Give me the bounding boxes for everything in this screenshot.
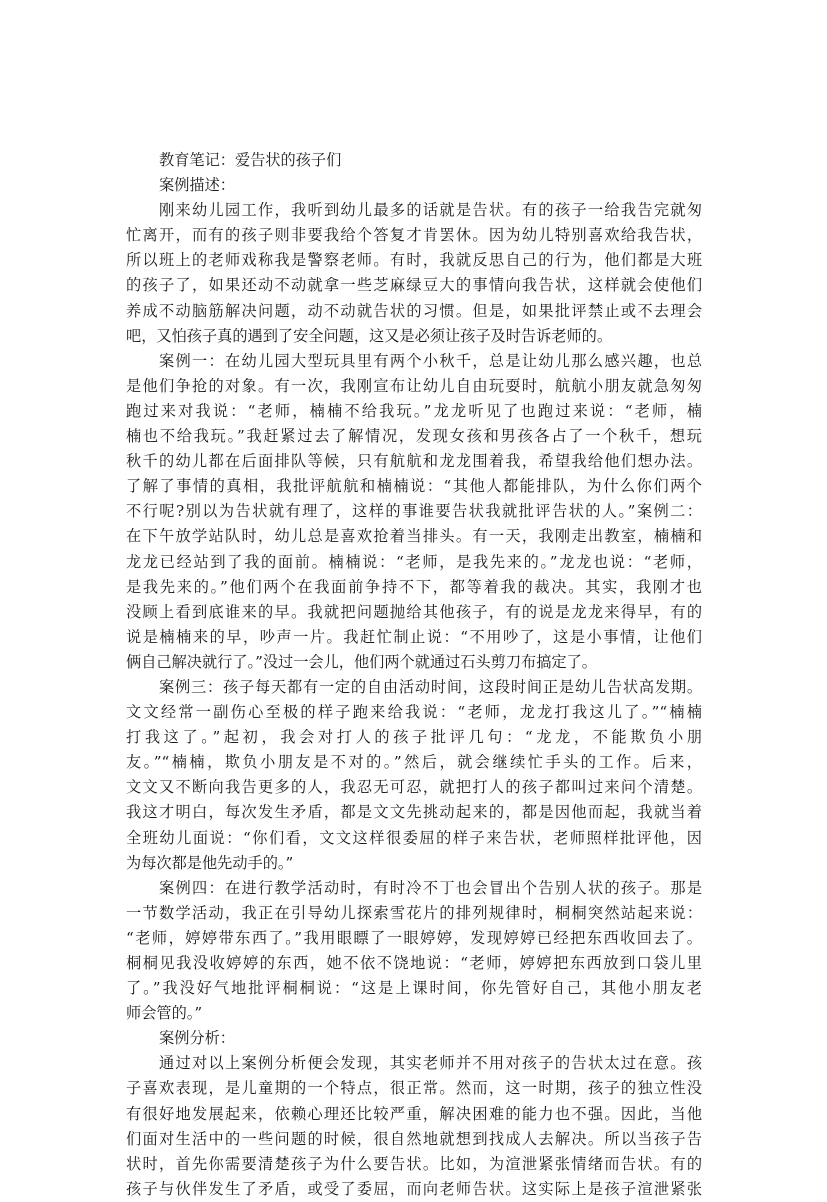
text-line: 通过对以上案例分析便会发现，其实老师并不用对孩子的告状太过在意。孩 [159,1054,702,1073]
text-line: 俩自己解决就行了。”没过一会儿，他们两个就通过石头剪刀布搞定了。 [126,652,597,671]
section-heading-analysis: 案例分析： [159,1029,235,1048]
paragraph-case-three [126,675,702,876]
text-line: 秋千的幼儿都在后面排队等候，只有航航和龙龙围着我，希望我给他们想办法。 [126,452,702,471]
text-line: 一节数学活动，我正在引导幼儿探索雪花片的排列规律时，桐桐突然站起来说： [126,903,702,922]
text-line: 刚来幼儿园工作，我听到幼儿最多的话就是告状。有的孩子一给我告完就匆 [159,201,702,220]
text-line: 孩子与伙伴发生了矛盾，或受了委屈，而向老师告状。这实际上是孩子渲泄紧张 [126,1179,702,1198]
text-line: 说是楠楠来的早，吵声一片。我赶忙制止说：“不用吵了，这是小事情，让他们 [126,627,702,646]
text-line: 我这才明白，每次发生矛盾，都是文文先挑动起来的，都是因他而起，我就当着 [126,803,702,822]
paragraph-intro [126,198,702,349]
text-line: 忙离开，而有的孩子则非要我给个答复才肯罢休。因为幼儿特别喜欢给我告状， [126,226,702,245]
text-line: 师会管的。” [126,1004,203,1023]
text-line: 的孩子了，如果还动不动就拿一些芝麻绿豆大的事情向我告状，这样就会使他们 [126,276,702,295]
text-line: 跑过来对我说：“老师，楠楠不给我玩。”龙龙听见了也跑过来说：“老师，楠 [126,401,702,420]
document-body [126,148,702,1202]
text-line: 是我先来的。”他们两个在我面前争持不下，都等着我的裁决。其实，我刚才也 [126,577,702,596]
text-line: 们面对生活中的一些问题的时候，很自然地就想到找成人去解决。所以当孩子告 [126,1129,702,1148]
text-line: 楠也不给我玩。”我赶紧过去了解情况，发现女孩和男孩各占了一个秋千，想玩 [126,427,702,446]
text-line: 所以班上的老师戏称我是警察老师。有时，我就反思自己的行为，他们都是大班 [126,251,702,270]
text-line: 在下午放学站队时，幼儿总是喜欢抢着当排头。有一天，我刚走出教室，楠楠和 [126,527,702,546]
paragraph-analysis [126,1051,702,1202]
text-line: 子喜欢表现，是儿童期的一个特点，很正常。然而，这一时期，孩子的独立性没 [126,1079,702,1098]
text-line: 为每次都是他先动手的。” [126,853,294,872]
text-line: 吧，又怕孩子真的遇到了安全问题，这又是必须让孩子及时告诉老师的。 [126,326,612,345]
text-line: 养成不动脑筋解决问题，动不动就告状的习惯。但是，如果批评禁止或不去理会 [126,301,702,320]
text-line: 文文经常一副伤心至极的样子跑来给我说：“老师，龙龙打我这儿了。”“楠楠 [126,703,702,722]
paragraph-case-four [126,876,702,1027]
text-line: 桐桐见我没收婷婷的东西，她不依不饶地说：“老师，婷婷把东西放到口袋儿里 [126,954,702,972]
text-line: 不行呢?别以为告状就有理了，这样的事谁要告状我就批评告状的人。”案例二： [126,502,702,521]
text-line: 友。”“楠楠，欺负小朋友是不对的。”然后，就会继续忙手头的工作。后来， [126,753,702,772]
text-line: 了解了事情的真相，我批评航航和楠楠说：“其他人都能排队，为什么你们两个 [126,477,702,496]
section-heading-description: 案例描述： [159,176,235,195]
text-line: 文文又不断向我告更多的人，我忍无可忍，就把打人的孩子都叫过来问个清楚。 [126,778,702,797]
text-line: 了。”我没好气地批评桐桐说：“这是上课时间，你先管好自己，其他小朋友老 [126,979,702,998]
document-title: 教育笔记：爱告状的孩子们 [159,151,342,169]
text-line: 全班幼儿面说：“你们看，文文这样很委屈的样子来告状，老师照样批评他，因 [126,828,702,847]
text-line: 没顾上看到底谁来的早。我就把问题抛给其他孩子，有的说是龙龙来得早，有的 [126,602,702,621]
text-line: 状时，首先你需要清楚孩子为什么要告状。比如，为渲泄紧张情绪而告状。有的 [126,1154,702,1173]
text-line: 打我这了。”起初，我会对打人的孩子批评几句：“龙龙，不能欺负小朋 [126,728,702,747]
text-line: “老师，婷婷带东西了。”我用眼瞟了一眼婷婷，发现婷婷已经把东西收回去了。 [126,928,702,947]
text-line: 有很好地发展起来，依赖心理还比较严重，解决困难的能力也不强。因此，当他 [126,1104,702,1123]
text-line: 案例四：在进行教学活动时，有时冷不丁也会冒出个告别人状的孩子。那是 [159,878,702,897]
paragraph-case-one-two [126,349,702,675]
text-line: 案例三：孩子每天都有一定的自由活动时间，这段时间正是幼儿告状高发期。 [159,677,702,696]
text-line: 是他们争抢的对象。有一次，我刚宣布让幼儿自由玩耍时，航航小朋友就急匆匆 [126,376,702,395]
text-line: 龙龙已经站到了我的面前。楠楠说：“老师，是我先来的。”龙龙也说：“老师， [126,552,702,571]
text-line: 案例一：在幼儿园大型玩具里有两个小秋千，总是让幼儿那么感兴趣，也总 [159,351,702,370]
